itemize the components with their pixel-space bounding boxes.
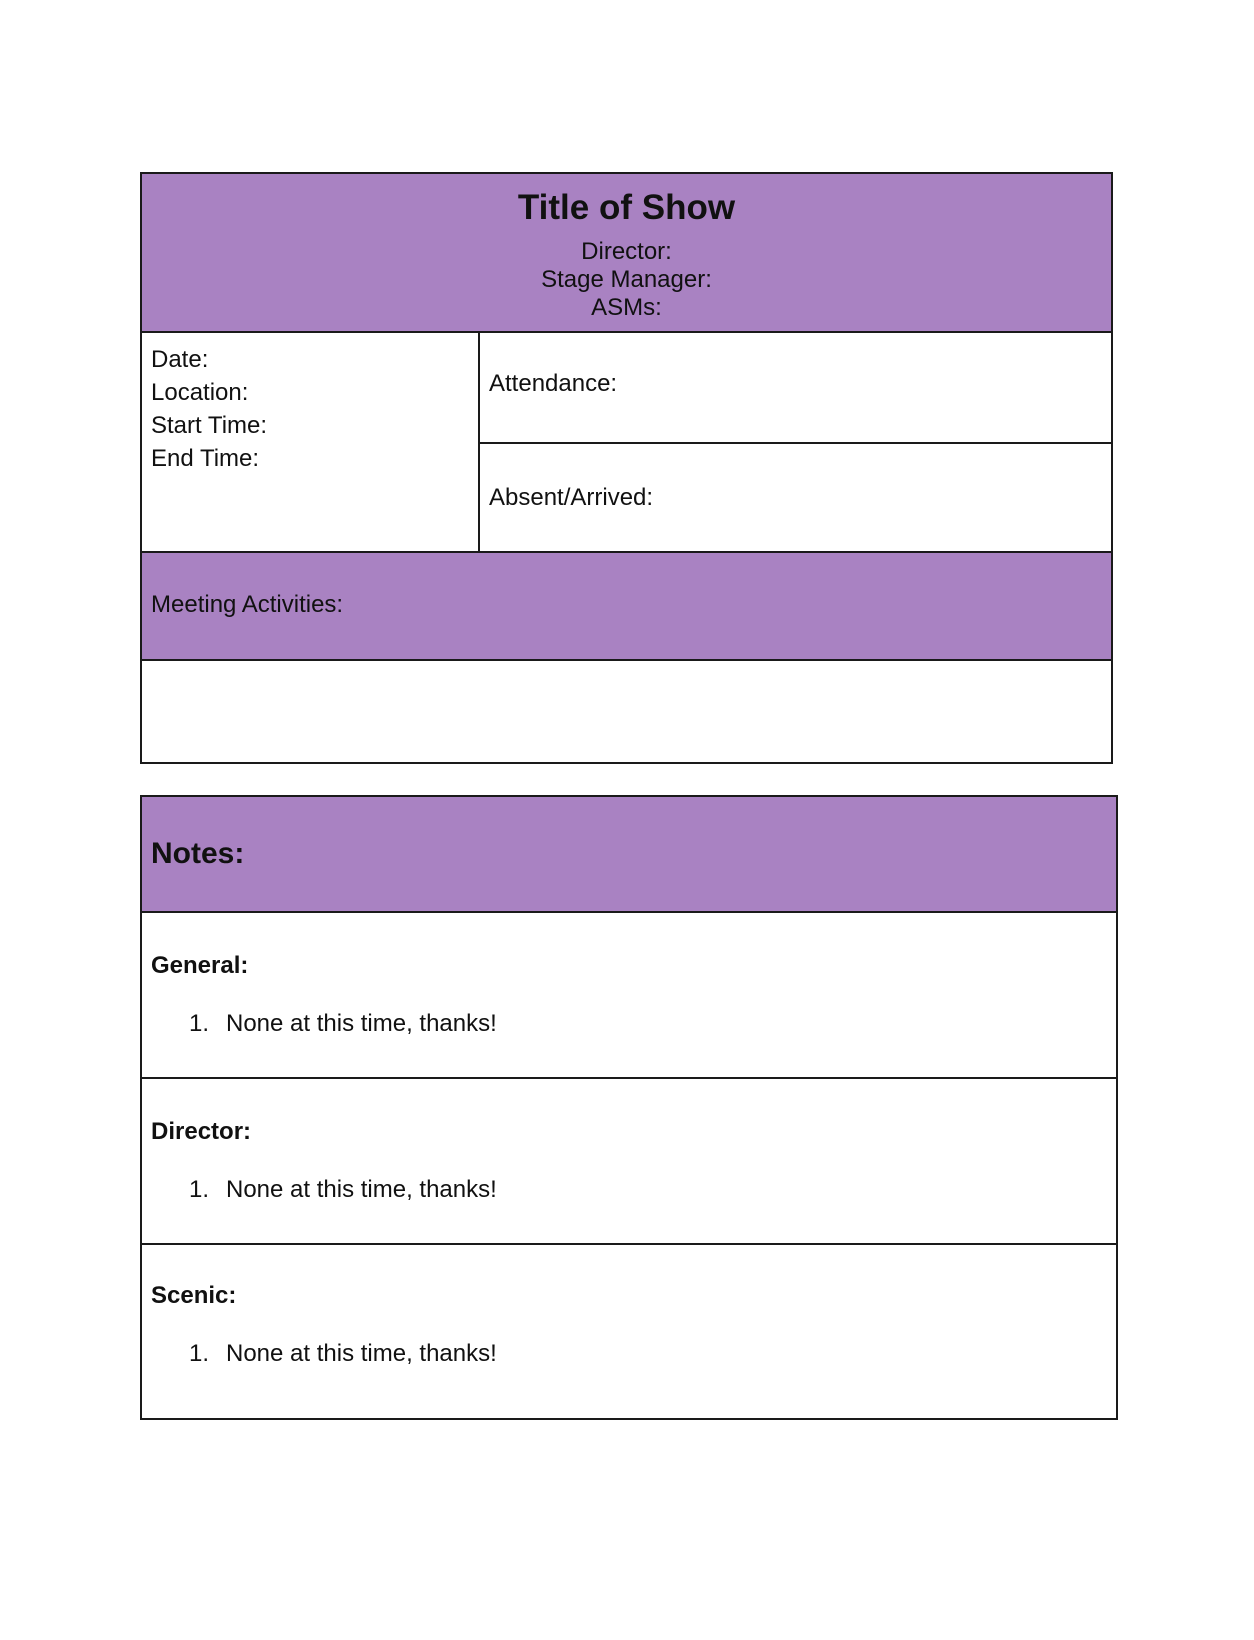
absent-arrived-label: Absent/Arrived:: [489, 484, 654, 511]
attendance-label: Attendance:: [489, 370, 618, 397]
director-label: Director:: [581, 238, 672, 265]
section-title: Director:: [151, 1118, 252, 1145]
notes-table: [140, 795, 1118, 1420]
meeting-activities-label: Meeting Activities:: [151, 591, 344, 618]
list-item: [189, 1009, 497, 1039]
meeting-activities-header: [142, 553, 1111, 661]
list-item-text: None at this time, thanks!: [226, 1010, 497, 1037]
section-title: Scenic:: [151, 1282, 237, 1309]
notes-section-director: [142, 1079, 1116, 1245]
meeting-activities-body: [142, 661, 1111, 762]
notes-title: Notes:: [151, 837, 245, 870]
notes-section-scenic: [142, 1245, 1116, 1418]
list-item-text: None at this time, thanks!: [226, 1340, 497, 1367]
list-item: [189, 1175, 497, 1205]
rehearsal-info-cell: [142, 333, 480, 553]
list-number: 1.: [189, 1010, 210, 1037]
list-number: 1.: [189, 1340, 210, 1367]
show-title: Title of Show: [517, 188, 736, 227]
stage-manager-label: Stage Manager:: [541, 266, 712, 293]
notes-section-general: [142, 913, 1116, 1079]
location-label: Location:: [151, 379, 249, 406]
attendance-cell: [480, 333, 1111, 444]
asms-label: ASMs:: [591, 294, 662, 321]
list-number: 1.: [189, 1176, 210, 1203]
section-title: General:: [151, 952, 249, 979]
list-item-text: None at this time, thanks!: [226, 1176, 497, 1203]
start-time-label: Start Time:: [151, 412, 268, 439]
notes-header: [142, 797, 1116, 913]
show-header: [142, 174, 1111, 333]
date-label: Date:: [151, 346, 209, 373]
list-item: [189, 1339, 497, 1369]
end-time-label: End Time:: [151, 445, 260, 472]
absent-arrived-cell: [480, 444, 1111, 553]
report-header-table: [140, 172, 1113, 764]
